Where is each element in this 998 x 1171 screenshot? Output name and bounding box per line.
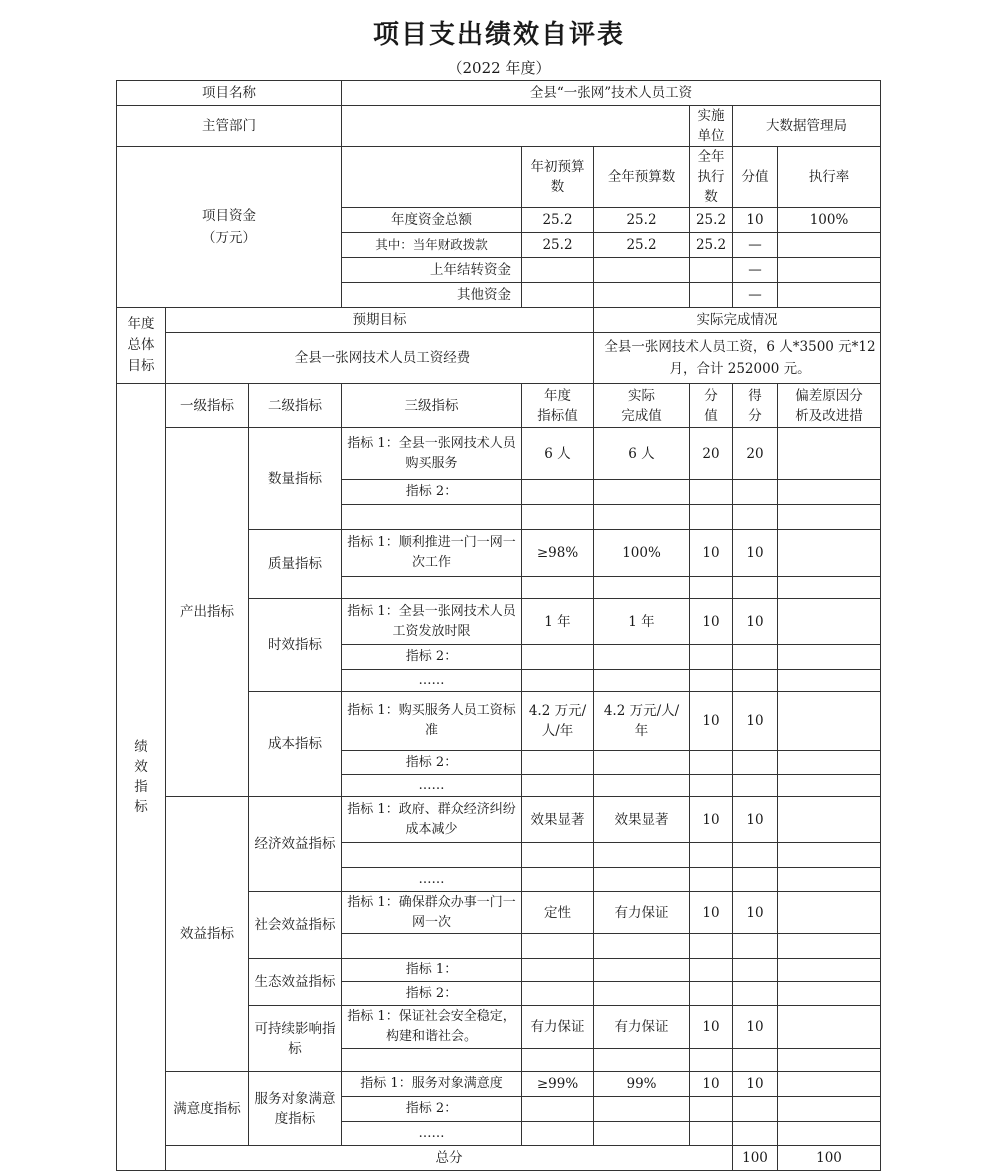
indicator-score: 10 <box>733 599 778 645</box>
indicator-score <box>733 934 778 959</box>
impl-unit-label: 实施单位 <box>690 106 733 147</box>
indicator-note <box>778 1006 881 1049</box>
indicator-max: 10 <box>690 1072 733 1097</box>
l1-output: 产出指标 <box>166 428 249 797</box>
funds-row-full: 25.2 <box>594 208 690 233</box>
indicator-score: 10 <box>733 1006 778 1049</box>
funds-row-init: 25.2 <box>522 208 594 233</box>
indicator-max <box>690 751 733 775</box>
indicator-max: 10 <box>690 530 733 577</box>
indicator-target <box>522 670 594 692</box>
indicator-score: 10 <box>733 530 778 577</box>
indicator-target: 4.2 万元/人/年 <box>522 692 594 751</box>
funds-row-full <box>594 258 690 283</box>
indicator-score <box>733 577 778 599</box>
indicator-text <box>342 934 522 959</box>
indicator-score <box>733 982 778 1006</box>
indicator-target <box>522 577 594 599</box>
indicator-note <box>778 868 881 892</box>
indicator-target <box>522 775 594 797</box>
report-year: （2022 年度） <box>447 59 551 77</box>
indicator-actual <box>594 775 690 797</box>
indicator-max <box>690 868 733 892</box>
l2-ecological: 生态效益指标 <box>249 959 342 1006</box>
indicator-note <box>778 843 881 868</box>
indicator-text: 指标 1： <box>342 959 522 982</box>
indicator-score <box>733 959 778 982</box>
indicator-target <box>522 868 594 892</box>
indicator-max: 10 <box>690 599 733 645</box>
indicator-target: 1 年 <box>522 599 594 645</box>
project-name-value: 全县“一张网”技术人员工资 <box>342 81 881 106</box>
indicator-text: …… <box>342 670 522 692</box>
indicator-target <box>522 1097 594 1122</box>
dept-value <box>342 106 690 147</box>
indicator-max: 10 <box>690 892 733 934</box>
l2-quantity: 数量指标 <box>249 428 342 530</box>
indicator-target <box>522 480 594 505</box>
expected-goal-header: 预期目标 <box>166 308 594 333</box>
indicator-note <box>778 982 881 1006</box>
indicator-text: 指标 1：服务对象满意度 <box>342 1072 522 1097</box>
indicator-actual: 100% <box>594 530 690 577</box>
l2-cost: 成本指标 <box>249 692 342 797</box>
indicator-text: 指标 2： <box>342 480 522 505</box>
indicator-target <box>522 645 594 670</box>
indicator-actual <box>594 843 690 868</box>
funds-header-exec: 全年执行数 <box>690 147 733 208</box>
total-max: 100 <box>733 1146 778 1171</box>
indicator-score: 10 <box>733 692 778 751</box>
indicator-score <box>733 1097 778 1122</box>
indicator-text: 指标 2： <box>342 982 522 1006</box>
impl-unit-value: 大数据管理局 <box>733 106 881 147</box>
indicator-text: 指标 1：保证社会安全稳定，构建和谐社会。 <box>342 1006 522 1049</box>
indicator-actual <box>594 982 690 1006</box>
indicator-score: 10 <box>733 892 778 934</box>
indicator-text: 指标 1：全县一张网技术人员工资发放时限 <box>342 599 522 645</box>
indicator-actual: 1 年 <box>594 599 690 645</box>
funds-row-max: 10 <box>733 208 778 233</box>
indicator-max <box>690 480 733 505</box>
funds-header-full: 全年预算数 <box>594 147 690 208</box>
indicator-note <box>778 797 881 843</box>
indicator-actual <box>594 868 690 892</box>
actual-result-text: 全县一张网技术人员工资，6 人*3500 元*12 月，合计 252000 元。 <box>594 333 881 384</box>
indicator-text: 指标 2： <box>342 751 522 775</box>
expected-goal-text: 全县一张网技术人员工资经费 <box>166 333 594 384</box>
indicator-text: 指标 2： <box>342 645 522 670</box>
indicator-text: 指标 1：全县一张网技术人员购买服务 <box>342 428 522 480</box>
perf-header-score: 得 分 <box>733 384 778 428</box>
l2-quality: 质量指标 <box>249 530 342 599</box>
funds-header-init: 年初预算数 <box>522 147 594 208</box>
l2-sustainable: 可持续影响指标 <box>249 1006 342 1072</box>
indicator-target: ≥99% <box>522 1072 594 1097</box>
indicator-score <box>733 670 778 692</box>
funds-row-max: — <box>733 233 778 258</box>
funds-row-init: 25.2 <box>522 233 594 258</box>
indicator-actual <box>594 577 690 599</box>
indicator-actual: 效果显著 <box>594 797 690 843</box>
indicator-actual <box>594 1122 690 1146</box>
indicator-score <box>733 843 778 868</box>
perf-header-l2: 二级指标 <box>249 384 342 428</box>
funds-row-init <box>522 283 594 308</box>
indicator-target: ≥98% <box>522 530 594 577</box>
indicator-text: …… <box>342 775 522 797</box>
indicator-actual <box>594 751 690 775</box>
indicator-actual <box>594 959 690 982</box>
indicator-text <box>342 505 522 530</box>
indicator-max <box>690 982 733 1006</box>
indicator-actual <box>594 645 690 670</box>
indicator-actual: 6 人 <box>594 428 690 480</box>
indicator-max <box>690 934 733 959</box>
overall-goal-label: 年度 总体 目标 <box>117 308 166 384</box>
indicator-max <box>690 843 733 868</box>
indicator-note <box>778 959 881 982</box>
indicator-target <box>522 751 594 775</box>
indicator-max <box>690 1097 733 1122</box>
funds-row-exec: 25.2 <box>690 208 733 233</box>
funds-row-max: — <box>733 283 778 308</box>
indicator-note <box>778 934 881 959</box>
l1-satisfaction: 满意度指标 <box>166 1072 249 1146</box>
indicator-text: 指标 1：顺利推进一门一网一次工作 <box>342 530 522 577</box>
total-score: 100 <box>778 1146 881 1171</box>
l2-social: 社会效益指标 <box>249 892 342 959</box>
l2-service-satisfaction: 服务对象满意度指标 <box>249 1072 342 1146</box>
indicator-note <box>778 1049 881 1072</box>
funds-row-name: 上年结转资金 <box>342 258 522 283</box>
indicator-target <box>522 1049 594 1072</box>
indicator-target: 效果显著 <box>522 797 594 843</box>
total-label: 总分 <box>166 1146 733 1171</box>
indicator-text <box>342 577 522 599</box>
indicator-note <box>778 480 881 505</box>
indicator-max <box>690 1122 733 1146</box>
indicator-note <box>778 1072 881 1097</box>
indicator-target: 有力保证 <box>522 1006 594 1049</box>
indicator-max <box>690 775 733 797</box>
indicator-actual <box>594 505 690 530</box>
indicator-score <box>733 505 778 530</box>
actual-result-header: 实际完成情况 <box>594 308 881 333</box>
indicator-actual <box>594 1097 690 1122</box>
indicator-max: 10 <box>690 692 733 751</box>
funds-row-exec <box>690 258 733 283</box>
funds-row-rate <box>778 233 881 258</box>
indicator-max: 10 <box>690 1006 733 1049</box>
indicator-score: 10 <box>733 1072 778 1097</box>
perf-header-target: 年度 指标值 <box>522 384 594 428</box>
indicator-target <box>522 934 594 959</box>
indicator-score: 10 <box>733 797 778 843</box>
funds-row-exec <box>690 283 733 308</box>
indicator-text: 指标 1：确保群众办事一门一网一次 <box>342 892 522 934</box>
indicator-max <box>690 670 733 692</box>
evaluation-table <box>116 80 881 1171</box>
perf-header-l1: 一级指标 <box>166 384 249 428</box>
indicator-text: …… <box>342 1122 522 1146</box>
performance-label: 绩 效 指 标 <box>117 384 166 1171</box>
perf-header-l3: 三级指标 <box>342 384 522 428</box>
indicator-note <box>778 428 881 480</box>
project-name-label: 项目名称 <box>117 81 342 106</box>
indicator-note <box>778 775 881 797</box>
indicator-note <box>778 1097 881 1122</box>
indicator-max <box>690 645 733 670</box>
indicator-score <box>733 1049 778 1072</box>
indicator-target <box>522 959 594 982</box>
indicator-max: 20 <box>690 428 733 480</box>
indicator-note <box>778 599 881 645</box>
indicator-actual: 有力保证 <box>594 892 690 934</box>
indicator-text: 指标 1：政府、群众经济纠纷成本减少 <box>342 797 522 843</box>
indicator-score: 20 <box>733 428 778 480</box>
perf-header-max: 分 值 <box>690 384 733 428</box>
indicator-text <box>342 1049 522 1072</box>
funds-header-blank <box>342 147 522 208</box>
indicator-actual: 4.2 万元/人/年 <box>594 692 690 751</box>
indicator-score <box>733 775 778 797</box>
indicator-note <box>778 577 881 599</box>
funds-row-rate <box>778 258 881 283</box>
funds-label: 项目资金 （万元） <box>117 147 342 308</box>
indicator-note <box>778 751 881 775</box>
funds-row-exec: 25.2 <box>690 233 733 258</box>
indicator-actual <box>594 480 690 505</box>
l1-benefit: 效益指标 <box>166 797 249 1072</box>
indicator-target <box>522 505 594 530</box>
indicator-note <box>778 892 881 934</box>
indicator-score <box>733 868 778 892</box>
funds-row-name: 其他资金 <box>342 283 522 308</box>
indicator-note <box>778 645 881 670</box>
indicator-actual <box>594 1049 690 1072</box>
indicator-actual: 99% <box>594 1072 690 1097</box>
indicator-note <box>778 670 881 692</box>
page-title: 项目支出绩效自评表 <box>372 20 625 50</box>
indicator-score <box>733 480 778 505</box>
indicator-text <box>342 843 522 868</box>
dept-label: 主管部门 <box>117 106 342 147</box>
indicator-score <box>733 645 778 670</box>
funds-row-rate <box>778 283 881 308</box>
funds-row-rate: 100% <box>778 208 881 233</box>
perf-header-actual: 实际 完成值 <box>594 384 690 428</box>
indicator-score <box>733 1122 778 1146</box>
indicator-max <box>690 1049 733 1072</box>
indicator-note <box>778 505 881 530</box>
indicator-text: 指标 2： <box>342 1097 522 1122</box>
funds-header-max: 分值 <box>733 147 778 208</box>
indicator-max <box>690 959 733 982</box>
indicator-max <box>690 505 733 530</box>
indicator-note <box>778 692 881 751</box>
funds-row-full <box>594 283 690 308</box>
funds-row-name: 其中：当年财政拨款 <box>342 233 522 258</box>
funds-row-name: 年度资金总额 <box>342 208 522 233</box>
indicator-target <box>522 1122 594 1146</box>
indicator-target: 定性 <box>522 892 594 934</box>
indicator-note <box>778 1122 881 1146</box>
funds-row-init <box>522 258 594 283</box>
indicator-note <box>778 530 881 577</box>
perf-header-note: 偏差原因分 析及改进措 <box>778 384 881 428</box>
indicator-text: 指标 1：购买服务人员工资标准 <box>342 692 522 751</box>
indicator-text: …… <box>342 868 522 892</box>
funds-row-full: 25.2 <box>594 233 690 258</box>
indicator-actual <box>594 934 690 959</box>
l2-economic: 经济效益指标 <box>249 797 342 892</box>
funds-row-max: — <box>733 258 778 283</box>
indicator-target <box>522 982 594 1006</box>
indicator-target: 6 人 <box>522 428 594 480</box>
indicator-target <box>522 843 594 868</box>
indicator-actual <box>594 670 690 692</box>
indicator-max: 10 <box>690 797 733 843</box>
indicator-max <box>690 577 733 599</box>
indicator-score <box>733 751 778 775</box>
funds-header-rate: 执行率 <box>778 147 881 208</box>
indicator-actual: 有力保证 <box>594 1006 690 1049</box>
l2-timeliness: 时效指标 <box>249 599 342 692</box>
